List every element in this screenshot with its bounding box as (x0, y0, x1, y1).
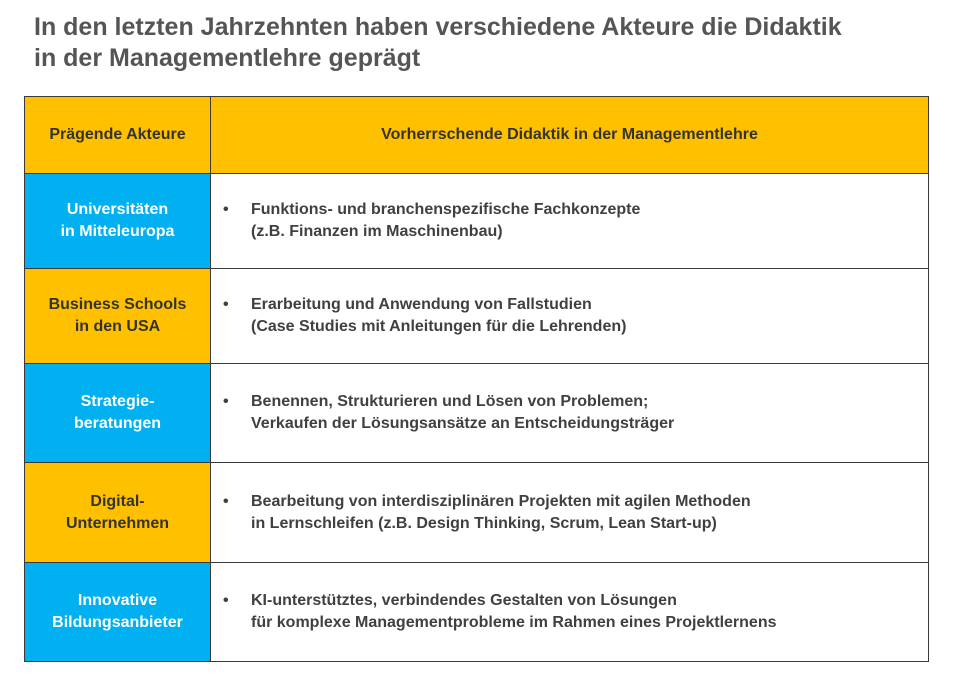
actor-line: beratungen (73, 415, 162, 432)
slide-title (34, 12, 934, 74)
bullet-text: Funktions- und branchenspezifische Fachkonzepte (251, 201, 641, 218)
bullet-text: für komplexe Managementprobleme im Rahmen eines Projektlernens (251, 614, 777, 631)
bullet-text: Erarbeitung und Anwendung von Fallstudien (251, 296, 592, 313)
table-row (25, 269, 929, 364)
bullet-icon: • (223, 393, 229, 410)
title-line-1: In den letzten Jahrzehnten haben verschiedene Akteure die Didaktik (34, 13, 842, 41)
table-header-row (25, 97, 929, 174)
bullet-item (211, 294, 928, 338)
actor-line: in Mitteleuropa (60, 223, 175, 240)
header-actors: Prägende Akteure (25, 97, 211, 174)
actor-cell-innovative (25, 563, 211, 662)
actor-cell-universities (25, 174, 211, 269)
bullet-item (211, 491, 928, 535)
bullet-text: Benennen, Strukturieren und Lösen von Problemen; (251, 393, 649, 410)
actor-cell-digital (25, 463, 211, 563)
bullet-icon: • (223, 592, 229, 609)
bullet-text: Bearbeitung von interdisziplinären Projekten mit agilen Methoden (251, 492, 751, 510)
didactics-cell (211, 174, 929, 269)
table-row (25, 364, 929, 463)
bullet-icon: • (223, 296, 229, 313)
table-row (25, 463, 929, 563)
bullet-item (211, 199, 928, 243)
bullet-text: KI-unterstütztes, verbindendes Gestalten von Lösungen (251, 592, 677, 609)
didactics-cell (211, 269, 929, 364)
table-row (25, 174, 929, 269)
actor-line: Business Schools (48, 296, 187, 313)
header-didactics: Vorherrschende Didaktik in der Managementlehre (211, 97, 929, 174)
actor-line: Digital- (90, 492, 145, 510)
actor-line: Innovative (77, 592, 158, 609)
bullet-text: in Lernschleifen (z.B. Design Thinking, Scrum, Lean Start-up) (251, 514, 717, 532)
bullet-text: (z.B. Finanzen im Maschinenbau) (251, 223, 503, 240)
bullet-item (211, 590, 928, 634)
actor-cell-consulting (25, 364, 211, 463)
didactics-cell (211, 463, 929, 563)
actor-line: in den USA (74, 318, 161, 335)
actor-line: Unternehmen (65, 514, 170, 532)
bullet-text: Verkaufen der Lösungsansätze an Entscheidungsträger (251, 415, 675, 432)
actors-didactics-table (24, 96, 929, 662)
actor-line: Bildungsanbieter (52, 614, 183, 631)
actor-line: Strategie- (80, 393, 155, 410)
bullet-icon: • (223, 492, 229, 510)
actor-cell-business-schools (25, 269, 211, 364)
title-line-2: in der Managementlehre geprägt (34, 44, 421, 72)
bullet-text: (Case Studies mit Anleitungen für die Lehrenden) (251, 318, 627, 335)
didactics-cell (211, 563, 929, 662)
actor-line: Universitäten (66, 201, 169, 218)
bullet-item (211, 391, 928, 435)
bullet-icon: • (223, 201, 229, 218)
didactics-cell (211, 364, 929, 463)
table-row (25, 563, 929, 662)
